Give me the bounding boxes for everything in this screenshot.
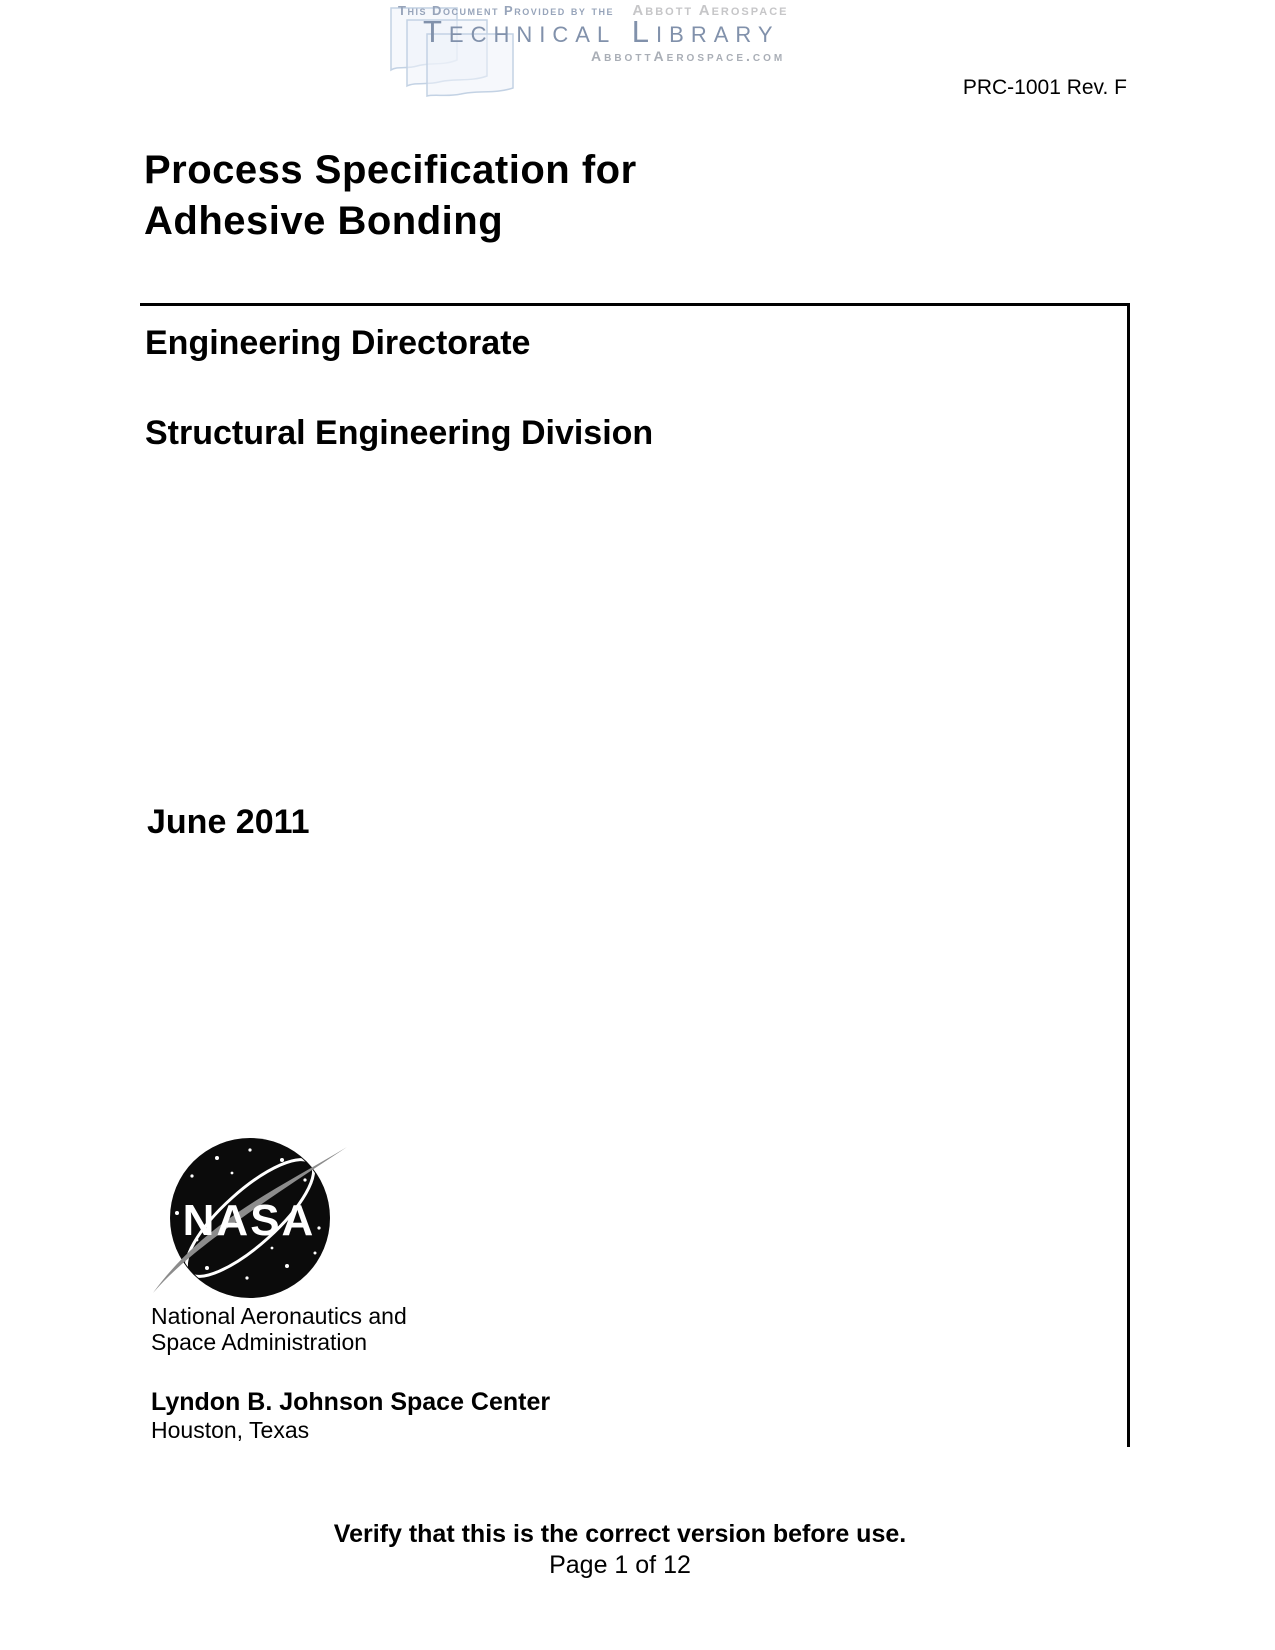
- verify-notice: Verify that this is the correct version before use.: [333, 1520, 907, 1548]
- watermark-provided-text: This Document Provided by the: [398, 3, 614, 18]
- watermark-brand-text: Abbott Aerospace: [632, 2, 789, 19]
- watermark-library-title: Technical Library: [423, 14, 780, 49]
- doc-number: PRC-1001 Rev. F: [962, 76, 1127, 99]
- directorate-heading: Engineering Directorate: [145, 324, 531, 362]
- page-title: [144, 145, 637, 247]
- page-number: Page 1 of 12: [549, 1551, 691, 1579]
- space-center-name: Lyndon B. Johnson Space Center: [151, 1388, 551, 1416]
- watermark-website: AbbottAerospace.com: [591, 48, 786, 64]
- page-footer: [0, 1519, 1240, 1581]
- agency-name-line-1: National Aeronautics and: [151, 1303, 407, 1329]
- library-watermark: [383, 2, 833, 102]
- page-title-line-2: Adhesive Bonding: [144, 199, 504, 243]
- space-center-location: Houston, Texas: [151, 1417, 310, 1443]
- agency-name-line-2: Space Administration: [151, 1329, 368, 1355]
- nasa-meatball-logo: [147, 1128, 352, 1300]
- document-date: June 2011: [147, 803, 310, 841]
- page-title-line-1: Process Specification for: [144, 148, 637, 192]
- nasa-logo-wordmark: NASA: [182, 1196, 316, 1245]
- agency-name: [151, 1303, 407, 1355]
- division-heading: Structural Engineering Division: [145, 414, 654, 452]
